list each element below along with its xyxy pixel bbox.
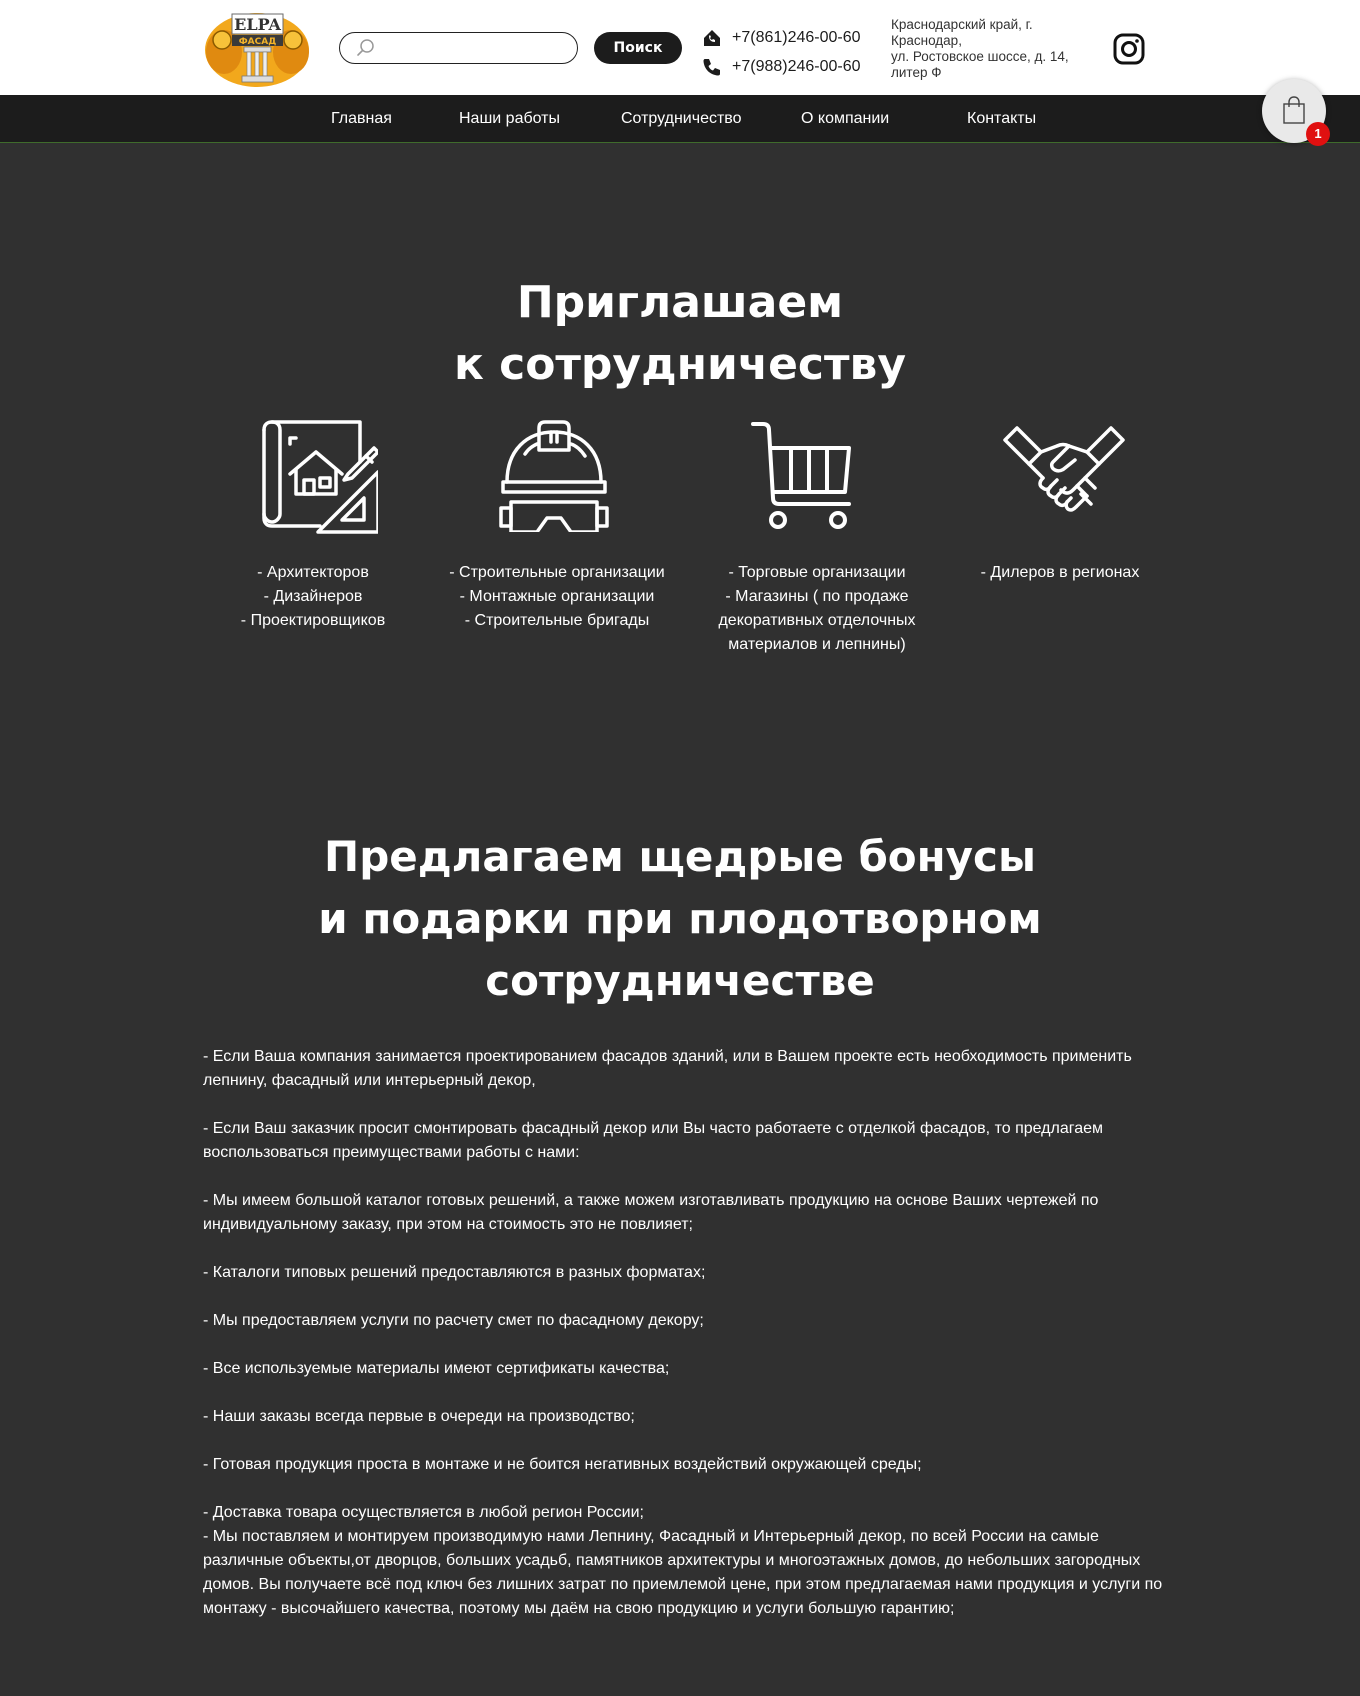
elpa-logo[interactable] bbox=[202, 10, 313, 89]
search-box[interactable] bbox=[339, 32, 578, 64]
category-line: - Магазины ( по продаже bbox=[725, 588, 909, 605]
bonus-paragraph: - Доставка товара осуществляется в любой регион России; bbox=[203, 1504, 644, 1521]
invite-title bbox=[0, 272, 1360, 396]
category-line: - Торговые организации bbox=[728, 564, 906, 581]
search-input[interactable] bbox=[384, 37, 569, 59]
nav-item-about[interactable]: О компании bbox=[801, 110, 890, 127]
address-line: Краснодар, bbox=[891, 33, 962, 48]
category-line: - Проектировщиков bbox=[240, 612, 386, 629]
nav-item-contacts[interactable]: Контакты bbox=[967, 110, 1037, 127]
category-dealers bbox=[960, 561, 1160, 585]
address-line: Краснодарский край, г. bbox=[891, 17, 1033, 32]
handshake-icon bbox=[1005, 428, 1123, 510]
phone-house-icon bbox=[702, 28, 722, 48]
address-line: литер Ф bbox=[891, 65, 942, 80]
main-nav bbox=[0, 95, 1360, 143]
bonus-paragraph: - Если Ваш заказчик просит смонтировать фасадный декор или Вы часто работаете с отделкой фасадов, то предлагаем воспользоваться преимуществами работы с нами: bbox=[203, 1120, 1104, 1161]
invite-title-line: к сотрудничеству bbox=[453, 339, 907, 390]
bonus-title-line: и подарки при плодотворном bbox=[318, 894, 1042, 943]
cart-count-badge: 1 bbox=[1306, 122, 1330, 146]
phone-icon bbox=[702, 57, 722, 77]
category-architects bbox=[213, 561, 413, 633]
bonus-paragraph: - Мы поставляем и монтируем производимую нами Лепнину, Фасадный и Интерьерный декор, по всей России на самые различные объекты,от дворцов, больших усадьб, памятников архитектуры и многоэтажных домов, до небольших загородных домов. Вы получаете всё под ключ без лишних затрат по приемлемой цене, при этом предлагаемая нами продукция и услуги по монтажу - высочайшего качества, поэтому мы даём на свою продукцию и услуги большую гарантию; bbox=[203, 1528, 1163, 1617]
bonus-paragraph: - Мы имеем большой каталог готовых решений, а также можем изготавливать продукцию на основе Ваших чертежей по индивидуальному заказу, при этом на стоимость это не повлияет; bbox=[203, 1192, 1099, 1233]
category-line: декоративных отделочных bbox=[718, 612, 916, 629]
phone-landline[interactable] bbox=[702, 26, 861, 50]
site-header bbox=[0, 0, 1360, 95]
phone-mobile[interactable] bbox=[702, 55, 861, 79]
search-icon bbox=[356, 38, 376, 58]
category-line: - Монтажные организации bbox=[459, 588, 655, 605]
bonus-paragraph: - Если Ваша компания занимается проектированием фасадов зданий, или в Вашем проекте есть необходимость применить лепнину, фасадный или интерьерный декор, bbox=[203, 1048, 1132, 1089]
category-line: - Строительные бригады bbox=[464, 612, 650, 629]
bonus-paragraph: - Готовая продукция проста в монтаже и не боится негативных воздействий окружающей среды; bbox=[203, 1456, 922, 1473]
phone-number[interactable]: +7(861)246-00-60 bbox=[732, 29, 861, 46]
address-line: ул. Ростовское шоссе, д. 14, bbox=[891, 49, 1069, 64]
category-line: - Строительные организации bbox=[449, 564, 665, 581]
category-line: материалов и лепнины) bbox=[728, 636, 906, 653]
category-retail bbox=[697, 561, 937, 657]
search-button[interactable]: Поиск bbox=[594, 32, 682, 64]
hard-hat-icon bbox=[501, 422, 607, 532]
phone-number[interactable]: +7(988)246-00-60 bbox=[732, 58, 861, 75]
logo-text-bottom: ФАСАД bbox=[238, 37, 277, 47]
bonus-title bbox=[0, 826, 1360, 1012]
category-line: - Дизайнеров bbox=[263, 588, 363, 605]
shopping-cart-icon bbox=[753, 424, 849, 527]
bonus-title-line: сотрудничестве bbox=[485, 956, 875, 1005]
nav-item-works[interactable]: Наши работы bbox=[459, 110, 561, 127]
shopping-bag-icon bbox=[1282, 96, 1306, 124]
bonus-paragraph: - Наши заказы всегда первые в очереди на производство; bbox=[203, 1408, 635, 1425]
invite-title-line: Приглашаем bbox=[516, 277, 844, 328]
nav-item-cooperation[interactable]: Сотрудничество bbox=[621, 110, 742, 127]
logo-text-top: ELPA bbox=[234, 15, 281, 34]
instagram-icon[interactable] bbox=[1113, 33, 1145, 65]
company-address bbox=[891, 17, 1106, 81]
bonus-paragraph: - Каталоги типовых решений предоставляются в разных форматах; bbox=[203, 1264, 706, 1281]
blueprint-icon bbox=[260, 418, 378, 534]
category-line: - Дилеров в регионах bbox=[980, 564, 1140, 581]
bonus-paragraph: - Все используемые материалы имеют сертификаты качества; bbox=[203, 1360, 670, 1377]
category-builders bbox=[432, 561, 682, 633]
nav-item-home[interactable]: Главная bbox=[331, 110, 392, 127]
category-line: - Архитекторов bbox=[257, 564, 369, 581]
bonus-title-line: Предлагаем щедрые бонусы bbox=[324, 832, 1036, 881]
bonus-paragraph: - Мы предоставляем услуги по расчету смет по фасадному декору; bbox=[203, 1312, 704, 1329]
